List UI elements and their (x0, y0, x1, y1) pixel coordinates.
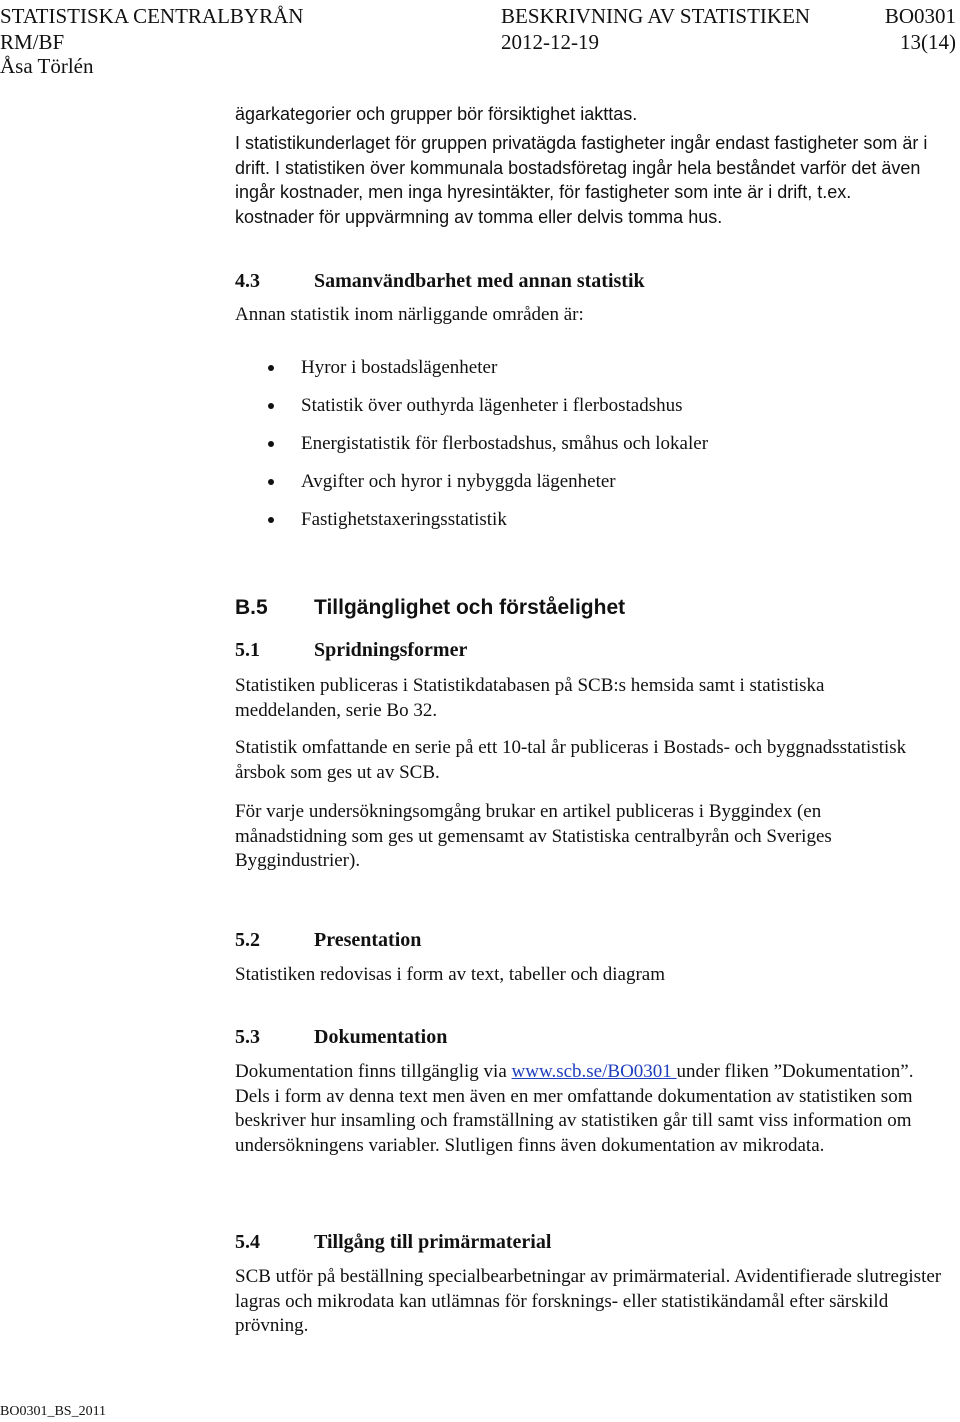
section-number: 5.2 (235, 929, 260, 951)
paragraph: Dokumentation finns tillgänglig via www.scb.se/BO0301 under fliken ”Dokumentation”. Dels i form av denna text men även en mer omfattande dokumentation av statistiken som beskriver hur insamling och framställning av statistiken går till samt viss information om undersökningens variabler. Slutligen finns även dokumentation av mikrodata. (235, 1061, 914, 1156)
header-date: 2012-12-19 (501, 30, 599, 54)
section-heading-5-4 (235, 1230, 551, 1254)
section-title: Tillgänglighet och förståelighet (314, 596, 626, 619)
list-item: Avgifter och hyror i nybyggda lägenheter (235, 469, 708, 507)
header-code: BO0301 (884, 4, 956, 28)
section-heading-4-3 (235, 269, 645, 293)
list-item: Hyror i bostadslägenheter (235, 355, 708, 393)
header-author: Åsa Törlén (0, 54, 94, 78)
section-title: Samanvändbarhet med annan statistik (314, 270, 645, 292)
list-item: Fastighetstaxeringsstatistik (235, 507, 708, 545)
section-title: Dokumentation (314, 1026, 448, 1048)
list-item: Statistik över outhyrda lägenheter i flerbostadshus (235, 393, 708, 431)
section-number: 5.4 (235, 1231, 260, 1253)
bullet-icon (268, 517, 274, 523)
related-statistics-list (235, 355, 708, 545)
bullet-icon (268, 441, 274, 447)
section-number: 4.3 (235, 270, 260, 292)
footer-doc-id: BO0301_BS_2011 (0, 1404, 107, 1419)
section-heading-5-1 (235, 638, 467, 662)
section-number: B.5 (235, 596, 268, 619)
paragraph: Statistiken redovisas i form av text, tabeller och diagram (235, 964, 666, 985)
paragraph: SCB utför på beställning specialbearbetningar av primärmaterial. Avidentifierade slutregister lagras och mikrodata kan utlämnas för forsknings- eller statistikändamål efter särskild prövning. (235, 1266, 942, 1336)
section-heading-b-5 (235, 596, 625, 620)
paragraph: Statistiken publiceras i Statistikdatabasen på SCB:s hemsida samt i statistiska meddelanden, serie Bo 32. (235, 675, 825, 721)
section-heading-5-2 (235, 928, 421, 952)
bullet-icon (268, 365, 274, 371)
bullet-icon (268, 403, 274, 409)
section-lead: Annan statistik inom närliggande områden är: (235, 304, 584, 325)
intro-paragraph: I statistikunderlaget för gruppen privatägda fastigheter ingår endast fastigheter som är i drift. I statistiken över kommunala bostadsföretag ingår hela beståndet varför det även ingår kostnader, men inga hyresintäkter, för fastigheter som inte är i drift, t.ex. kostnader för uppvärmning av tomma eller delvis tomma hus. (235, 133, 928, 227)
section-number: 5.3 (235, 1026, 260, 1048)
bullet-icon (268, 479, 274, 485)
documentation-link[interactable]: www.scb.se/BO0301 (511, 1061, 677, 1082)
section-title: Presentation (314, 929, 422, 951)
paragraph: För varje undersökningsomgång brukar en artikel publiceras i Byggindex (en månadstidning som ges ut gemensamt av Statistiska centralbyrån och Sveriges Byggindustrier). (235, 801, 832, 871)
header-page-number: 13(14) (900, 30, 956, 54)
header-doc-type: BESKRIVNING AV STATISTIKEN (501, 4, 811, 28)
header-dept: RM/BF (0, 30, 65, 54)
header-org: STATISTISKA CENTRALBYRÅN (0, 4, 304, 28)
section-number: 5.1 (235, 639, 260, 661)
paragraph: Statistik omfattande en serie på ett 10-tal år publiceras i Bostads- och byggnadsstatistisk årsbok som ges ut av SCB. (235, 737, 907, 783)
list-item: Energistatistik för flerbostadshus, småhus och lokaler (235, 431, 708, 469)
intro-line-1: ägarkategorier och grupper bör försiktighet iakttas. (235, 104, 638, 124)
section-title: Tillgång till primärmaterial (314, 1231, 552, 1253)
section-heading-5-3 (235, 1025, 447, 1049)
section-title: Spridningsformer (314, 639, 468, 661)
